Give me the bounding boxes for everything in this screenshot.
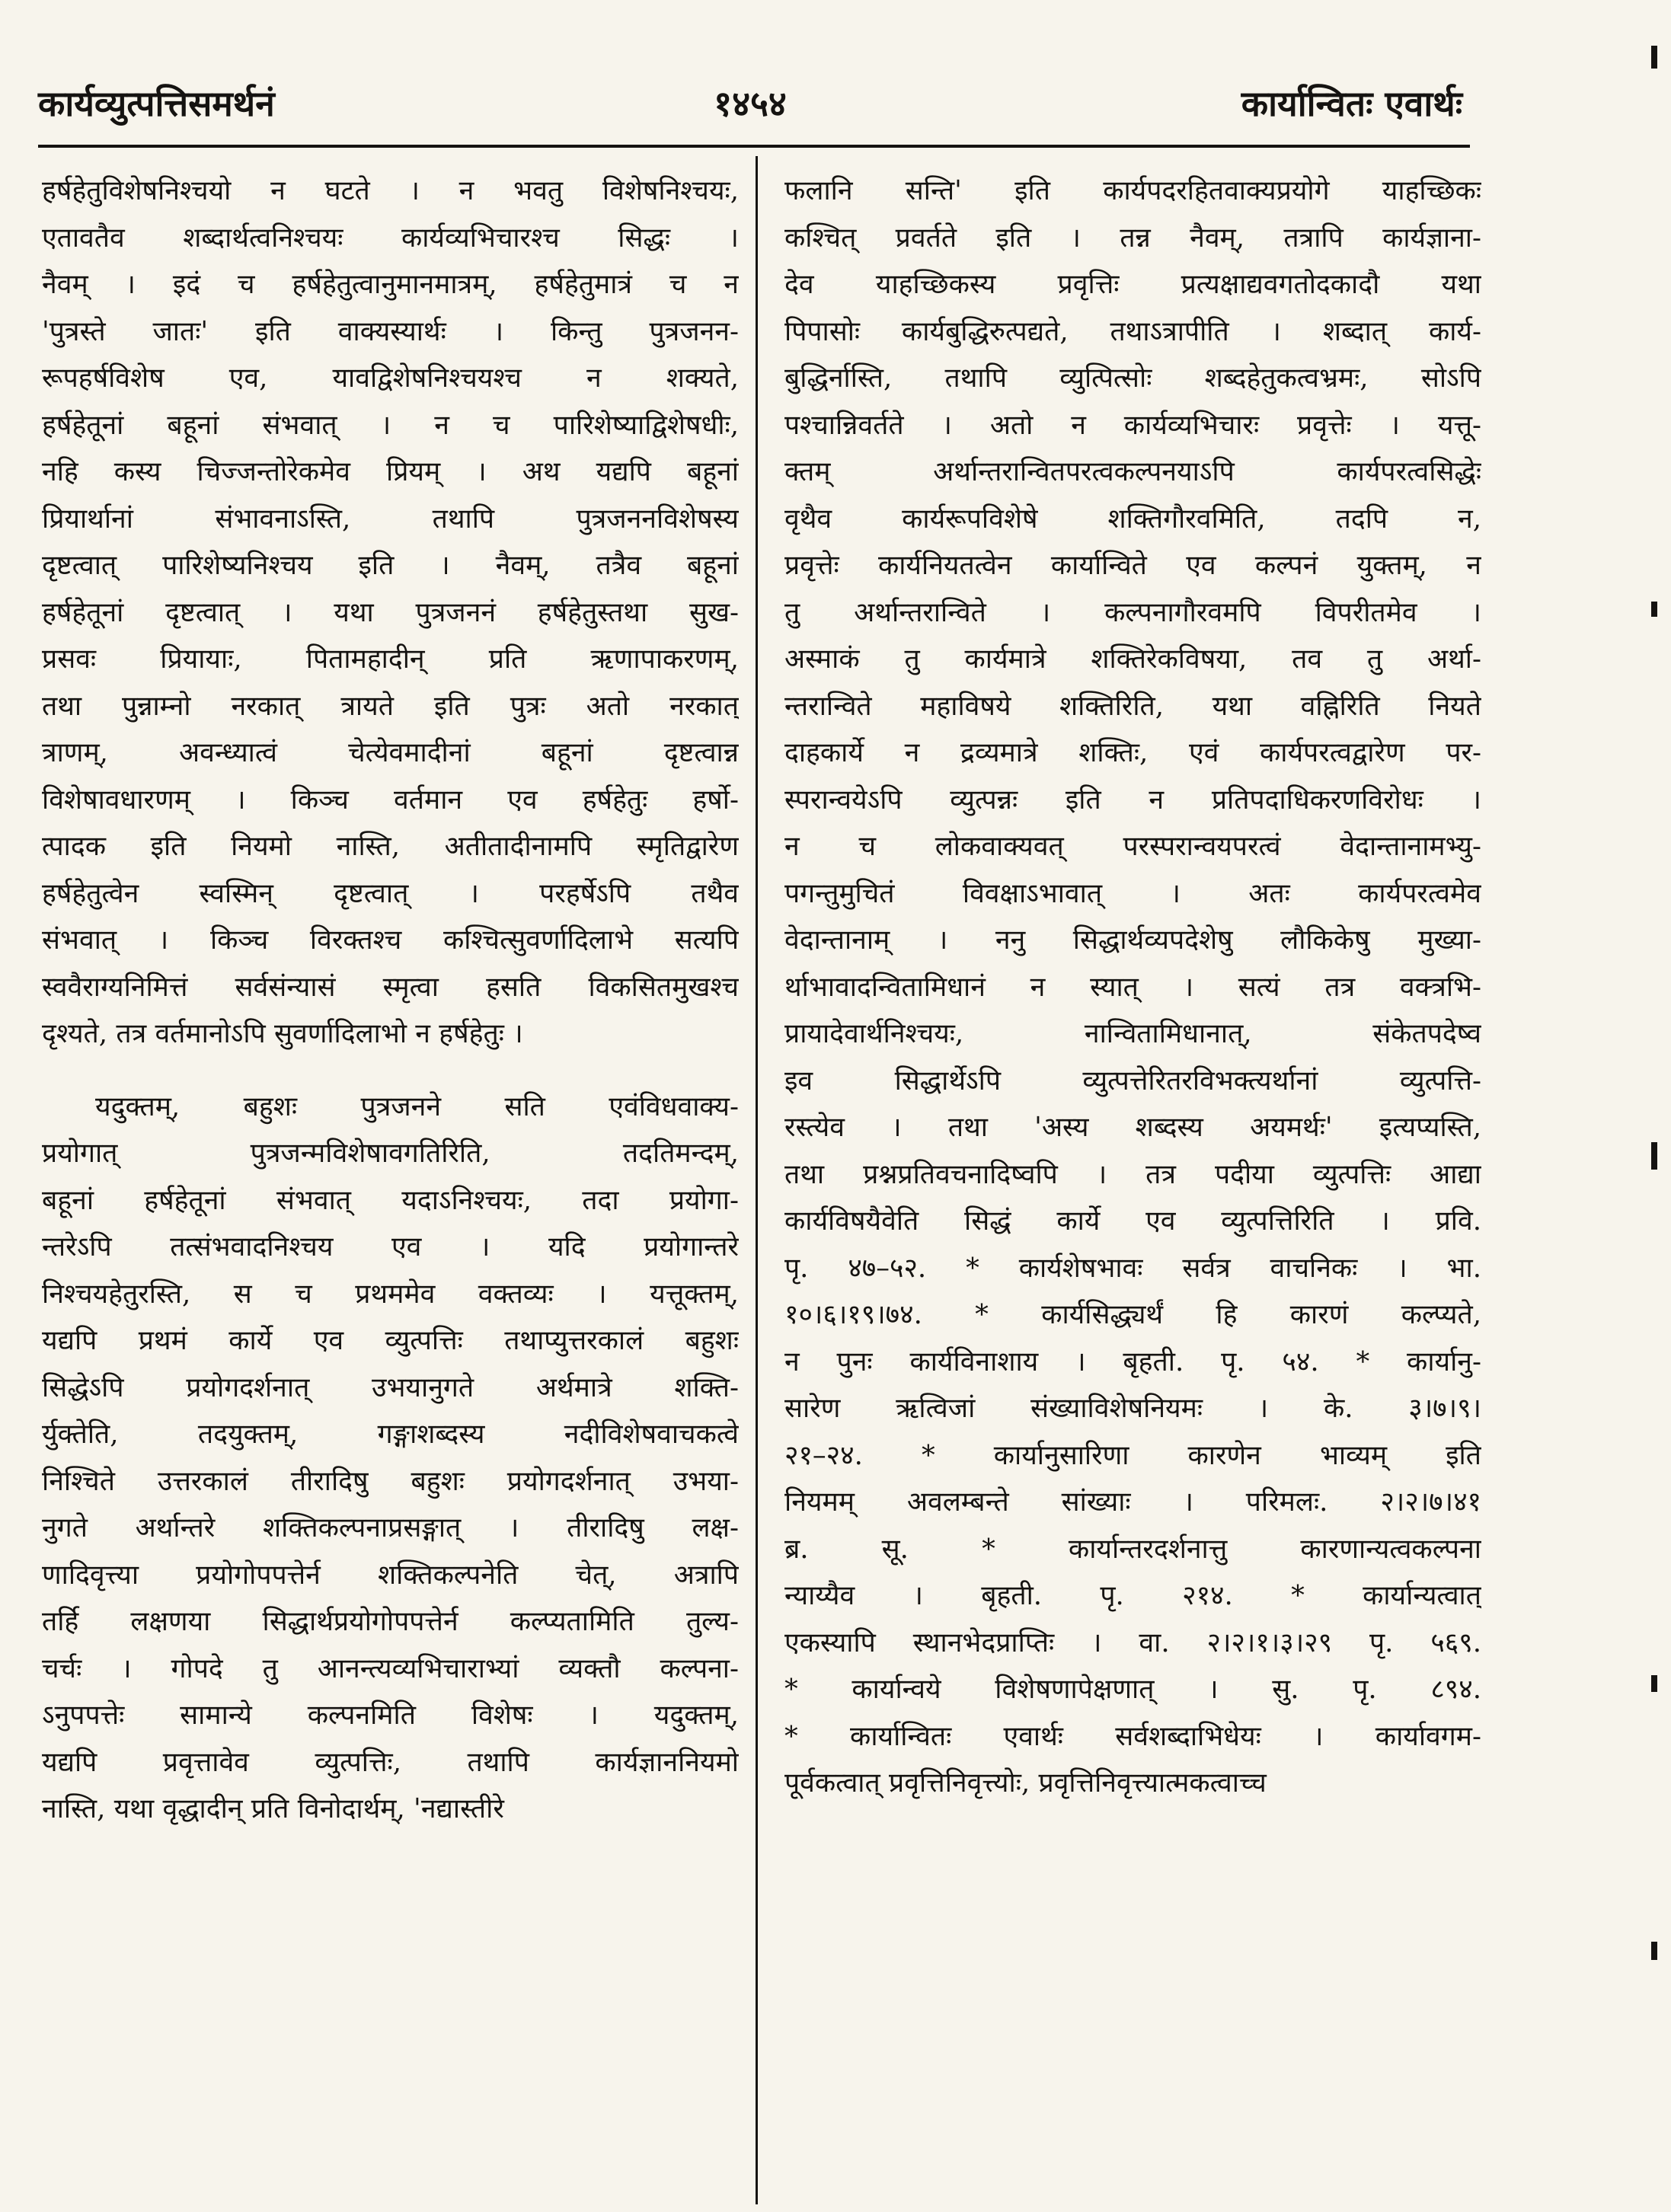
text-line: चर्चः । गोपदे तु आनन्त्यव्यभिचाराभ्यां व्यक्तौ कल्पना- (42, 1652, 739, 1684)
text-line: प्रसवः प्रियायाः, पितामहादीन् प्रति ऋणापाकरणम्, (42, 643, 739, 675)
text-line: बुद्धिर्नास्ति, तथापि व्युत्पित्सोः शब्दहेतुकत्वभ्रमः, सोऽपि (784, 362, 1481, 394)
text-line: वेदान्तानाम् । ननु सिद्धार्थव्यपदेशेषु लौकिकेषु मुख्या- (784, 924, 1481, 956)
text-line: नियमम् अवलम्बन्ते सांख्याः । परिमलः. २।२।७।४१ (784, 1486, 1481, 1518)
text-line: * कार्यान्वितः एवार्थः सर्वशब्दाभिधेयः । कार्यावगम- (784, 1720, 1481, 1752)
text-line: ऽनुपपत्तेः सामान्ये कल्पनमिति विशेषः । यदुक्तम्, (42, 1700, 739, 1731)
left-column (42, 168, 739, 1833)
text-line: पूर्वकत्वात् प्रवृत्तिनिवृत्त्योः, प्रवृत्तिनिवृत्त्यात्मकत्वाच्च (784, 1767, 1267, 1799)
text-line: हर्षहेतुत्वेन स्वस्मिन् दृष्टत्वात् । परहर्षेऽपि तथैव (42, 877, 739, 909)
text-line: कश्चित् प्रवर्तते इति । तन्न नैवम्, तत्रापि कार्यज्ञाना- (784, 222, 1481, 254)
text-line: अस्माकं तु कार्यमात्रे शक्तिरेकविषया, तव तु अर्था- (784, 643, 1481, 675)
text-line: एकस्यापि स्थानभेदप्राप्तिः । वा. २।२।१।३।२९ पृ. ५६९. (784, 1626, 1481, 1658)
text-line: सिद्धेऽपि प्रयोगदर्शनात् उभयानुगते अर्थमात्रे शक्ति- (42, 1371, 739, 1403)
text-line: 'पुत्रस्ते जातः' इति वाक्यस्यार्थः । किन्तु पुत्रजनन- (42, 315, 739, 347)
text-line: तथा प्रश्नप्रतिवचनादिष्वपि । तत्र पदीया व्युत्पत्तिः आद्या (784, 1158, 1481, 1190)
text-line: वृथैव कार्यरूपविशेषे शक्तिगौरवमिति, तदपि न, (784, 503, 1481, 535)
text-line: तु अर्थान्तरान्विते । कल्पनागौरवमपि विपरीतमेव । (784, 596, 1481, 628)
text-line: त्राणम्, अवन्ध्यात्वं चेत्येवमादीनां बहूनां दृष्टत्वान्न (42, 737, 739, 768)
text-line: रूपहर्षविशेष एव, यावद्विशेषनिश्चयश्च न शक्यते, (42, 362, 739, 394)
column-divider (756, 156, 758, 2204)
text-line: संभवात् । किञ्च विरक्तश्च कश्चित्सुवर्णादिलाभे सत्यपि (42, 924, 739, 956)
text-line: नुगते अर्थान्तरे शक्तिकल्पनाप्रसङ्गात् । तीरादिषु लक्ष- (42, 1512, 739, 1543)
text-line: प्रवृत्तेः कार्यनियतत्वेन कार्यान्विते एव कल्पनं युक्तम्, न (784, 550, 1481, 581)
text-line: विशेषावधारणम् । किञ्च वर्तमान एव हर्षहेतुः हर्षो- (42, 784, 739, 816)
text-line: निश्चयहेतुरस्ति, स च प्रथममेव वक्तव्यः । यत्तूक्तम्, (42, 1278, 739, 1310)
text-line: रस्त्येव । तथा 'अस्य शब्दस्य अयमर्थः' इत्यप्यस्ति, (784, 1112, 1481, 1143)
scan-edge-mark (1651, 1675, 1657, 1692)
text-line: फलानि सन्ति' इति कार्यपदरहितवाक्यप्रयोगे याहच्छिकः (784, 175, 1481, 206)
text-line: निश्चिते उत्तरकालं तीरादिषु बहुशः प्रयोगदर्शनात् उभया- (42, 1465, 739, 1497)
text-line: * कार्यान्वये विशेषणापेक्षणात् । सु. पृ. ८९४. (784, 1674, 1481, 1705)
text-line: दाहकार्ये न द्रव्यमात्रे शक्तिः, एवं कार्यपरत्वद्वारेण पर- (784, 737, 1481, 768)
header-rule (38, 145, 1470, 148)
text-line: पृ. ४७–५२. * कार्यशेषभावः सर्वत्र वाचनिकः । भा. (784, 1252, 1481, 1284)
text-line: बहूनां हर्षहेतूनां संभवात् यदाऽनिश्चयः, तदा प्रयोगा- (42, 1184, 739, 1216)
text-line: त्पादक इति नियमो नास्ति, अतीतादीनामपि स्मृतिद्वारेण (42, 831, 739, 862)
text-line: नास्ति, यथा वृद्धादीन् प्रति विनोदार्थम्, 'नद्यास्तीरे (42, 1793, 504, 1824)
text-line: तथा पुन्नाम्नो नरकात् त्रायते इति पुत्रः अतो नरकात् (42, 690, 739, 722)
text-line: इव सिद्धार्थेऽपि व्युत्पत्तेरितरविभक्त्यर्थानां व्युत्पत्ति- (784, 1065, 1481, 1096)
text-line: दृष्टत्वात् पारिशेष्यनिश्चय इति । नैवम्, तत्रैव बहूनां (42, 550, 739, 581)
text-line: सारेण ऋत्विजां संख्याविशेषनियमः । के. ३।७।९। (784, 1393, 1481, 1424)
text-line: क्तम् अर्थान्तरान्वितपरत्वकल्पनयाऽपि कार्यपरत्वसिद्धेः (784, 456, 1481, 487)
text-line: न्याय्यैव । बृहती. पृ. २१४. * कार्यान्यत्वात् (784, 1580, 1481, 1611)
text-line: दृश्यते, तत्र वर्तमानोऽपि सुवर्णादिलाभो न हर्षहेतुः । (42, 1018, 523, 1049)
text-line: ब्र. सू. * कार्यान्तरदर्शनात्तु कारणान्यत्वकल्पना (784, 1533, 1481, 1565)
text-line: स्ववैराग्यनिमित्तं सर्वसंन्यासं स्मृत्वा हसति विकसितमुखश्च (42, 971, 739, 1003)
text-line: हर्षहेतुविशेषनिश्चयो न घटते । न भवतु विशेषनिश्चयः, (42, 175, 739, 206)
text-line: यद्यपि प्रथमं कार्ये एव व्युत्पत्तिः तथाप्युत्तरकालं बहुशः (42, 1325, 739, 1356)
text-line: यदुक्तम्, बहुशः पुत्रजनने सति एवंविधवाक्य- (95, 1090, 739, 1122)
text-line: कार्यविषयैवेति सिद्धं कार्ये एव व्युत्पत्तिरिति । प्रवि. (784, 1205, 1481, 1237)
text-line: र्युक्तेति, तदयुक्तम्, गङ्गाशब्दस्य नदीविशेषवाचकत्वे (42, 1419, 739, 1450)
text-line: न पुनः कार्यविनाशाय । बृहती. पृ. ५४. * कार्यानु- (784, 1345, 1481, 1377)
text-line: न्तरेऽपि तत्संभवादनिश्चय एव । यदि प्रयोगान्तरे (42, 1231, 739, 1262)
text-line: पश्चान्निवर्तते । अतो न कार्यव्यभिचारः प्रवृत्तेः । यत्तू- (784, 409, 1481, 441)
paragraph-gap (42, 1058, 739, 1084)
text-line: एतावतैव शब्दार्थत्वनिश्चयः कार्यव्यभिचारश्च सिद्धः । (42, 222, 739, 254)
text-line: देव याहच्छिकस्य प्रवृत्तिः प्रत्यक्षाद्यवगतोदकादौ यथा (784, 269, 1481, 300)
text-line: प्रयोगात् पुत्रजन्मविशेषावगतिरिति, तदतिमन्दम्, (42, 1138, 739, 1169)
running-header (38, 76, 1462, 129)
text-line: १०।६।१९।७४. * कार्यसिद्ध्यर्थं हि कारणं कल्प्यते, (784, 1299, 1481, 1330)
text-line: णादिवृत्त्या प्रयोगोपपत्तेर्न शक्तिकल्पनेति चेत्, अत्रापि (42, 1559, 739, 1591)
text-line: २१–२४. * कार्यानुसारिणा कारणेन भाव्यम् इति (784, 1439, 1481, 1471)
scan-edge-mark (1651, 46, 1657, 69)
page-number: १४५४ (714, 83, 787, 124)
scan-edge-mark (1651, 602, 1657, 617)
text-line: स्परान्वयेऽपि व्युत्पन्नः इति न प्रतिपदाधिकरणविरोधः । (784, 784, 1481, 816)
text-line: र्थाभावादन्वितामिधानं न स्यात् । सत्यं तत्र वक्त्रभि- (784, 971, 1481, 1003)
scan-edge-mark (1651, 1942, 1657, 1960)
text-line: नैवम् । इदं च हर्षहेतुत्वानुमानमात्रम्, हर्षहेतुमात्रं च न (42, 269, 739, 300)
header-left-title: कार्यव्युत्पत्तिसमर्थनं (38, 83, 275, 124)
header-right-title: कार्यान्वितः एवार्थः (1241, 83, 1462, 124)
text-line: प्रियार्थानां संभावनाऽस्ति, तथापि पुत्रजननविशेषस्य (42, 503, 739, 535)
text-line: न च लोकवाक्यवत् परस्परान्वयपरत्वं वेदान्तानामभ्यु- (784, 831, 1481, 862)
text-line: न्तरान्विते महाविषये शक्तिरिति, यथा वह्निरिति नियते (784, 690, 1481, 722)
text-line: प्रायादेवार्थनिश्चयः, नान्वितामिधानात्, संकेतपदेष्व (784, 1018, 1481, 1049)
text-line: नहि कस्य चिज्जन्तोरेकमेव प्रियम् । अथ यद्यपि बहूनां (42, 456, 739, 487)
text-line: यद्यपि प्रवृत्तावेव व्युत्पत्तिः, तथापि कार्यज्ञाननियमो (42, 1746, 739, 1778)
text-line: पिपासोः कार्यबुद्धिरुत्पद्यते, तथाऽत्रापीति । शब्दात् कार्य- (784, 315, 1481, 347)
right-column (784, 168, 1481, 1807)
text-line: हर्षहेतूनां बहूनां संभवात् । न च पारिशेष्याद्विशेषधीः, (42, 409, 739, 441)
text-line: पगन्तुमुचितं विवक्षाऽभावात् । अतः कार्यपरत्वमेव (784, 877, 1481, 909)
text-line: तर्हि लक्षणया सिद्धार्थप्रयोगोपपत्तेर्न कल्प्यतामिति तुल्य- (42, 1606, 739, 1637)
scan-edge-mark (1651, 1142, 1657, 1170)
text-line: हर्षहेतूनां दृष्टत्वात् । यथा पुत्रजननं हर्षहेतुस्तथा सुख- (42, 596, 739, 628)
